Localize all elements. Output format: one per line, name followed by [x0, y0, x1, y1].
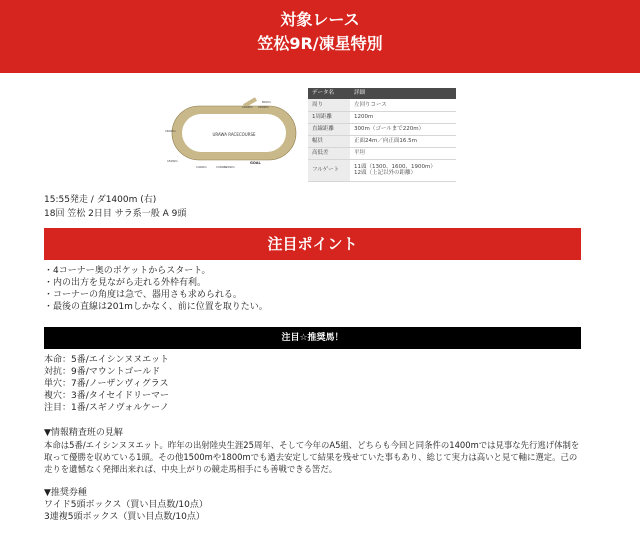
race-header: [0, 0, 640, 73]
table-row: 1周距離 1200m: [308, 111, 456, 123]
list-item: ・最後の直線は201mしかなく、前に位置を取りたい。: [44, 302, 268, 312]
race-info: [44, 193, 186, 221]
track-name-label: URAWA RACECOURSE: [212, 132, 256, 137]
marker-1600m: 1600m: [165, 129, 176, 133]
table-header-value: 詳細: [350, 88, 456, 99]
pick-fukuana: 複穴：3番/タイセイドリーマー: [44, 391, 170, 401]
ticket-list: [44, 499, 208, 523]
full-gate-line-1: 11頭（1300、1600、1900m）: [354, 163, 436, 170]
marker-1200m: 1200m: [224, 165, 235, 169]
marker-1500m: 1500m: [167, 159, 178, 163]
table-row: 周り 左回りコース: [308, 99, 456, 111]
table-row: フルゲート 11頭（1300、1600、1900m） 12頭（上記以外の距離）: [308, 159, 456, 181]
recommend-banner: 注目☆推奨馬！: [44, 327, 581, 349]
pick-taikou: 対抗：9番/マウントゴールド: [44, 367, 161, 377]
tickets-heading: ▼推奨券種: [44, 488, 87, 498]
course-map: [164, 96, 304, 176]
table-header-key: データ名: [308, 88, 350, 99]
list-item: ・4コーナー奥のポケットからスタート。: [44, 266, 211, 276]
full-gate-line-2: 12頭（上記以外の距離）: [354, 170, 416, 176]
marker-1900m: 1900m: [242, 105, 253, 109]
marker-800m: 800m: [262, 100, 271, 104]
header-title: 対象レース: [280, 10, 360, 29]
marker-1300m: 1300m: [216, 165, 227, 169]
analysis-heading: ▼情報精査班の見解: [44, 428, 123, 438]
pick-tanana: 単穴：7番/ノーザンヴィグラス: [44, 379, 169, 389]
pick-chuumoku: 注目：1番/スギノヴォルケーノ: [44, 403, 169, 413]
ticket-item: ワイド5頭ボックス（買い目点数/10点）: [44, 500, 208, 510]
race-start-distance: 15:55発走 / ダ1400m (右): [44, 195, 157, 205]
marker-1400m: 1400m: [196, 165, 207, 169]
point-list: [44, 265, 268, 313]
pick-honmei: 本命：5番/エイシンヌヌエット: [44, 355, 169, 365]
table-row: 直線距離 300m（ゴールまで220m）: [308, 123, 456, 135]
marker-goal: GOAL: [250, 161, 261, 165]
ticket-item: 3連複5頭ボックス（買い目点数/10点）: [44, 512, 205, 522]
table-row: 高低差 平坦: [308, 147, 456, 159]
pick-list: [44, 354, 169, 414]
race-name: 笠松9R/凍星特別: [257, 34, 383, 53]
point-banner: 注目ポイント: [44, 228, 581, 260]
table-row: 幅員 正面24m／向正面16.5m: [308, 135, 456, 147]
marker-2000m: 2000m: [258, 105, 269, 109]
list-item: ・内の出方を見ながら走れる外枠有利。: [44, 278, 207, 288]
list-item: ・コーナーの角度は急で、器用さも求められる。: [44, 290, 242, 300]
race-meeting-class: 18回 笠松 2日目 サラ系一般 A 9頭: [44, 209, 187, 219]
course-data-table: [308, 88, 456, 182]
analysis-body: 本命は5番/エイシンヌヌエット。昨年の出射陸央生涯25周年、そして今年のA5組、どちらも今回と同条件の1400mでは見事な先行逃げ体制を取って優勝を収めている1頭。その他1500mや1800mでも過去安定して結果を残せていた事もあり、総じて実力は高いと見て軸に選定。己の走りを遺憾なく発揮出来れば、中央上がりの競走馬相手にも善戦できる筈だ。: [44, 440, 580, 474]
